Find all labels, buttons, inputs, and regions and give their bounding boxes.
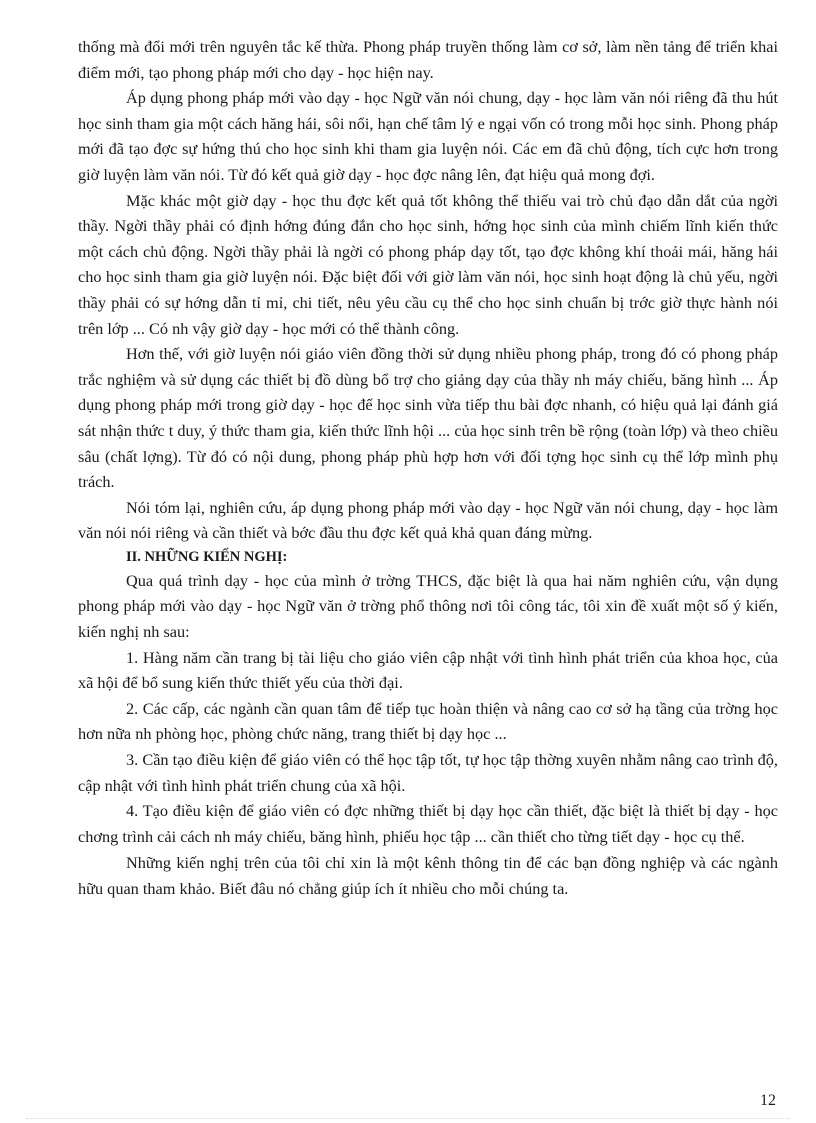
section-heading: II. NHỮNG KIẾN NGHỊ: bbox=[126, 548, 288, 565]
recommendation-item-2: 2. Các cấp, các ngành cần quan tâm để tiếp tục hoàn thiện và nâng cao cơ sở hạ tầng của trờng học hơn nữa nh phòng học, phòng chức năng, trang thiết bị dạy học ... bbox=[78, 698, 778, 744]
page-number: 12 bbox=[760, 1092, 776, 1109]
paragraph-teacher-role: Mặc khác một giờ dạy - học thu đợc kết quả tốt không thể thiếu vai trò chủ đạo dẫn dắt của ngời thầy. Ngời thầy phải có định hớng đúng đắn cho học sinh, hớng học sinh của mình chiếm lĩnh kiến thức một cách chủ động. Ngời thầy phải là ngời có phong pháp dạy tốt, tạo đợc không khí thoải mái, hăng hái cho học sinh tham gia giờ luyện nói. Đặc biệt đối với giờ làm văn nói, học sinh hoạt động là chủ yếu, ngời thầy phải có sự hớng dẫn tỉ mỉ, chi tiết, nêu yêu cầu cụ thể cho học sinh chuẩn bị trớc giờ thực hành nói trên lớp ... Có nh vậy giờ dạy - học mới có thể thành công. bbox=[78, 190, 778, 338]
paragraph-continuation: thống mà đổi mới trên nguyên tắc kế thừa. Phong pháp truyền thống làm cơ sở, làm nền tảng để triển khai điểm mới, tạo phong pháp mới cho dạy - học hiện nay. bbox=[78, 37, 778, 82]
footer-divider bbox=[26, 1118, 790, 1119]
paragraph-multiple-methods: Hơn thế, với giờ luyện nói giáo viên đồng thời sử dụng nhiều phong pháp, trong đó có phong pháp trắc nghiệm và sử dụng các thiết bị đồ dùng bổ trợ cho giảng dạy của thầy nh máy chiếu, băng hình ... Áp dụng phong pháp mới trong giờ dạy - học để học sinh vừa tiếp thu bài đợc nhanh, có hiệu quả lại đánh giá sát nhận thức t duy, ý thức tham gia, kiến thức lĩnh hội ... của học sinh trên bề rộng (toàn lớp) và theo chiều sâu (chất lợng). Từ đó có nội dung, phong pháp phù hợp hơn với đối tợng học sinh cụ thể lớp mình phụ trách. bbox=[78, 344, 778, 492]
recommendation-item-1: 1. Hàng năm cần trang bị tài liệu cho giáo viên cập nhật với tình hình phát triển của khoa học, của xã hội để bổ sung kiến thức thiết yếu của thời đại. bbox=[78, 647, 778, 693]
paragraph-closing: Những kiến nghị trên của tôi chỉ xin là một kênh thông tin để các bạn đồng nghiệp và các ngành hữu quan tham khảo. Biết đâu nó chẳng giúp ích ít nhiều cho mỗi chúng ta. bbox=[78, 853, 778, 898]
paragraph-recommendation-intro: Qua quá trình dạy - học của mình ở trờng THCS, đặc biệt là qua hai năm nghiên cứu, vận dụng phong pháp mới vào dạy - học Ngữ văn ở trờng phổ thông nơi tôi công tác, tôi xin đề xuất một số ý kiến, kiến nghị nh sau: bbox=[78, 570, 778, 642]
recommendation-item-3: 3. Cần tạo điều kiện để giáo viên có thể học tập tốt, tự học tập thờng xuyên nhằm nâng cao trình độ, cập nhật với tình hình phát triển chung của xã hội. bbox=[78, 750, 778, 795]
document-page bbox=[78, 34, 778, 902]
paragraph-new-methods-effect: Áp dụng phong pháp mới vào dạy - học Ngữ văn nói chung, dạy - học làm văn nói riêng đã thu hút học sinh tham gia một cách hăng hái, sôi nổi, hạn chế tâm lý e ngại vốn có trong mỗi học sinh. Phong pháp mới đã tạo đợc sự hứng thú cho học sinh khi tham gia luyện nói. Các em đã chủ động, tích cực hơn trong giờ luyện làm văn nói. Từ đó kết quả giờ dạy - học đợc nâng lên, đạt hiệu quả mong đợi. bbox=[78, 88, 778, 184]
recommendation-item-4: 4. Tạo điều kiện để giáo viên có đợc những thiết bị dạy học cần thiết, đặc biệt là thiết bị dạy - học chơng trình cải cách nh máy chiếu, băng hình, phiếu học tập ... cần thiết cho từng tiết dạy - học cụ thể. bbox=[78, 801, 778, 846]
paragraph-summary: Nói tóm lại, nghiên cứu, áp dụng phong pháp mới vào dạy - học Ngữ văn nói chung, dạy - học làm văn nói nói riêng và cần thiết và bớc đầu thu đợc kết quả khả quan đáng mừng. bbox=[78, 497, 778, 543]
